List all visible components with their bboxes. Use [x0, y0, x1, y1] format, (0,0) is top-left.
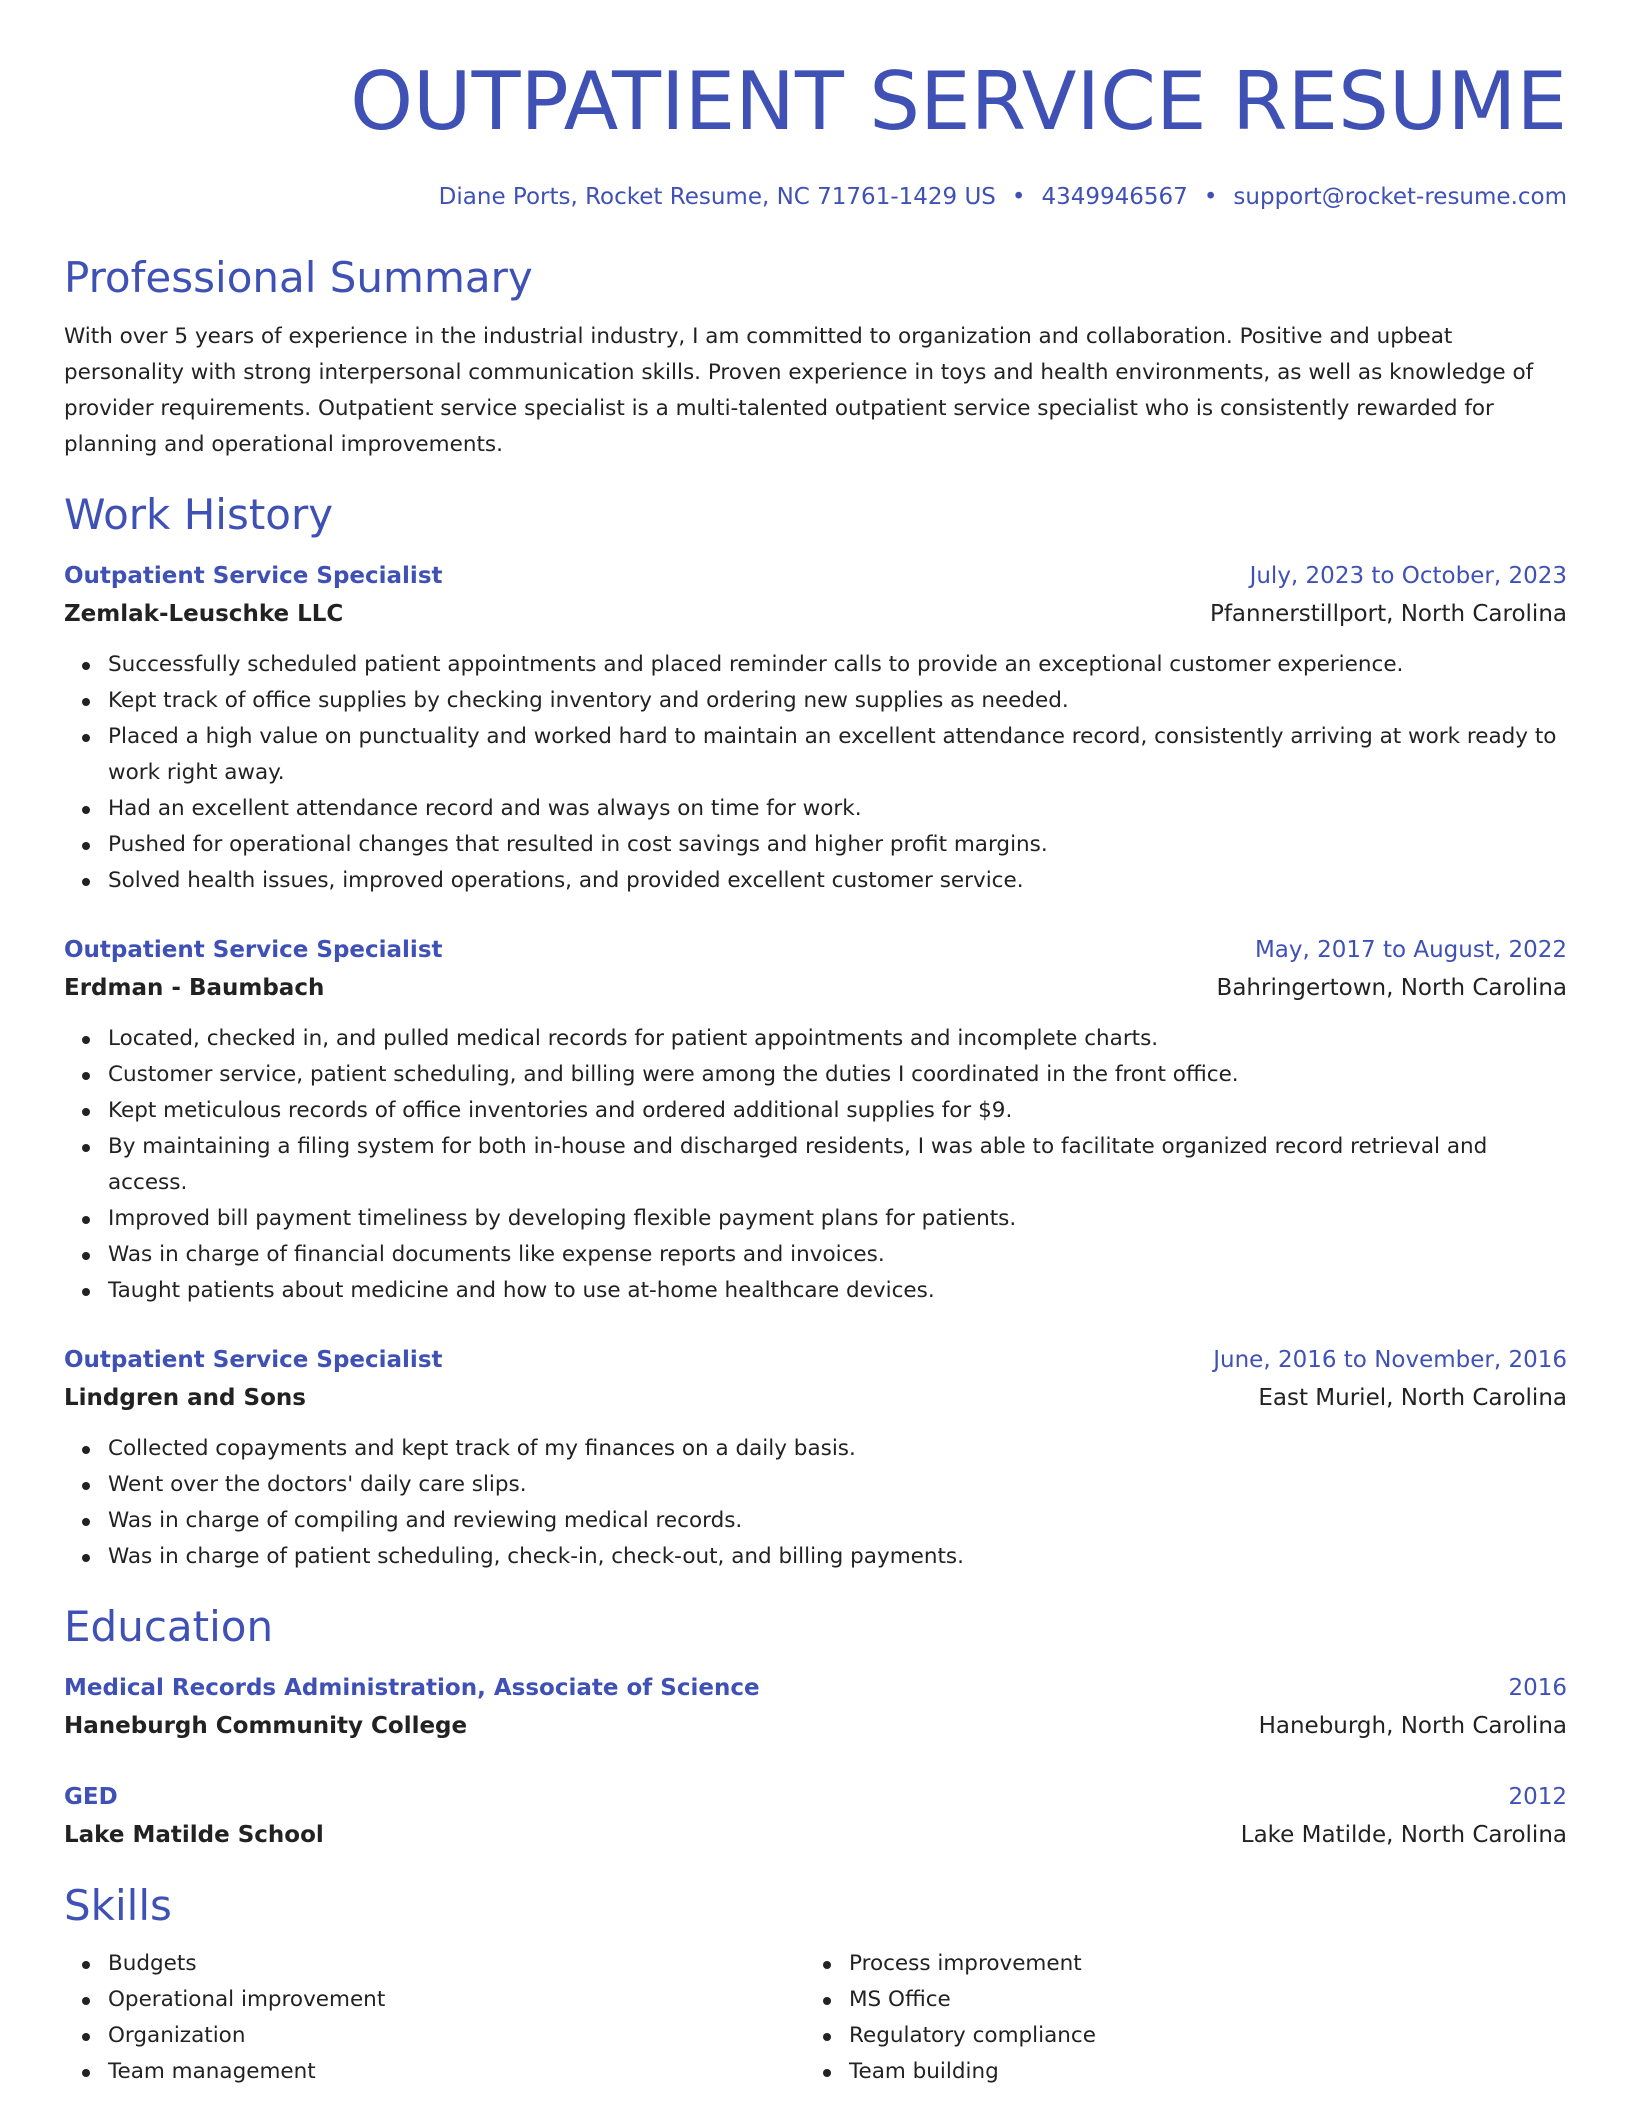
contact-separator: • — [1203, 184, 1218, 210]
skill-item: Budgets — [108, 1946, 805, 1982]
school-row — [64, 1816, 1567, 1854]
job-entry — [64, 931, 1567, 1309]
job-company: Lindgren and Sons — [64, 1385, 306, 1411]
skill-item: Regulatory compliance — [849, 2018, 1546, 2054]
skills-grid — [64, 1946, 1567, 2090]
job-bullets — [64, 1021, 1567, 1309]
contact-phone: 4349946567 — [1041, 184, 1188, 210]
skills-column-left — [64, 1946, 805, 2090]
job-company: Zemlak-Leuschke LLC — [64, 601, 344, 627]
job-title-row — [64, 931, 1567, 969]
skills-column-right — [805, 1946, 1546, 2090]
summary-text: With over 5 years of experience in the industrial industry, I am committed to organization and collaboration. Positive and upbeat personality with strong interpersonal communication skills. Proven experience in toys and health environments, as well as knowledge of provider requirements. Outpatient service specialist is a multi-talented outpatient service specialist who is consistently rewarded for planning and operational improvements. — [64, 324, 1534, 457]
resume-page — [64, 0, 1567, 2090]
school-name: Lake Matilde School — [64, 1822, 324, 1848]
job-bullet: Was in charge of financial documents like expense reports and invoices. — [108, 1237, 1567, 1273]
degree-year: 2012 — [1508, 1784, 1567, 1810]
job-bullet: Solved health issues, improved operations, and provided excellent customer service. — [108, 863, 1567, 899]
job-company-row — [64, 1379, 1567, 1417]
skill-item: MS Office — [849, 1982, 1546, 2018]
contact-email[interactable]: support@rocket-resume.com — [1233, 184, 1567, 210]
job-bullet: Had an excellent attendance record and was always on time for work. — [108, 791, 1567, 827]
degree-year: 2016 — [1508, 1675, 1567, 1701]
job-company-row — [64, 595, 1567, 633]
skills-heading: Skills — [64, 1881, 172, 1930]
degree-title: Medical Records Administration, Associate of Science — [64, 1675, 760, 1701]
job-bullet: Went over the doctors' daily care slips. — [108, 1467, 1567, 1503]
job-location: Bahringertown, North Carolina — [1216, 975, 1567, 1001]
skill-item: Operational improvement — [108, 1982, 805, 2018]
job-title: Outpatient Service Specialist — [64, 937, 443, 963]
job-entry — [64, 1341, 1567, 1575]
job-company: Erdman - Baumbach — [64, 975, 325, 1001]
school-row — [64, 1707, 1567, 1745]
education-entry — [64, 1778, 1567, 1854]
job-title: Outpatient Service Specialist — [64, 563, 443, 589]
job-title-row — [64, 1341, 1567, 1379]
degree-row — [64, 1669, 1567, 1707]
job-bullet: Improved bill payment timeliness by developing flexible payment plans for patients. — [108, 1201, 1567, 1237]
contact-address: Diane Ports, Rocket Resume, NC 71761-1429 US — [438, 184, 996, 210]
education-heading: Education — [64, 1602, 274, 1651]
job-dates: June, 2016 to November, 2016 — [1213, 1347, 1567, 1373]
skill-item: Process improvement — [849, 1946, 1546, 1982]
job-entry — [64, 557, 1567, 899]
job-dates: May, 2017 to August, 2022 — [1254, 937, 1567, 963]
contact-separator: • — [1011, 184, 1026, 210]
degree-row — [64, 1778, 1567, 1816]
skill-item: Team building — [849, 2054, 1546, 2090]
job-bullet: Was in charge of compiling and reviewing medical records. — [108, 1503, 1567, 1539]
education-entry — [64, 1669, 1567, 1745]
job-company-row — [64, 969, 1567, 1007]
school-name: Haneburgh Community College — [64, 1713, 468, 1739]
school-location: Lake Matilde, North Carolina — [1240, 1822, 1567, 1848]
work-history-heading: Work History — [64, 490, 334, 539]
job-bullet: Collected copayments and kept track of my finances on a daily basis. — [108, 1431, 1567, 1467]
skill-item: Team management — [108, 2054, 805, 2090]
job-title-row — [64, 557, 1567, 595]
job-bullets — [64, 1431, 1567, 1575]
job-bullet: Taught patients about medicine and how to use at-home healthcare devices. — [108, 1273, 1567, 1309]
job-bullet: Located, checked in, and pulled medical records for patient appointments and incomplete charts. — [108, 1021, 1567, 1057]
job-bullets — [64, 647, 1567, 899]
job-bullet: By maintaining a filing system for both in-house and discharged residents, I was able to facilitate organized record retrieval and access. — [108, 1129, 1567, 1201]
summary-heading: Professional Summary — [64, 253, 533, 302]
degree-title: GED — [64, 1784, 118, 1810]
job-bullet: Kept track of office supplies by checking inventory and ordering new supplies as needed. — [108, 683, 1567, 719]
job-bullet: Customer service, patient scheduling, and billing were among the duties I coordinated in the front office. — [108, 1057, 1567, 1093]
resume-title: OUTPATIENT SERVICE RESUME — [350, 55, 1567, 148]
job-location: Pfannerstillport, North Carolina — [1209, 601, 1567, 627]
job-bullet: Successfully scheduled patient appointments and placed reminder calls to provide an exceptional customer experience. — [108, 647, 1567, 683]
job-dates: July, 2023 to October, 2023 — [1249, 563, 1567, 589]
job-location: East Muriel, North Carolina — [1258, 1385, 1567, 1411]
job-bullet: Kept meticulous records of office inventories and ordered additional supplies for $9. — [108, 1093, 1567, 1129]
contact-line — [64, 181, 1567, 213]
job-bullet: Was in charge of patient scheduling, check-in, check-out, and billing payments. — [108, 1539, 1567, 1575]
job-title: Outpatient Service Specialist — [64, 1347, 443, 1373]
job-bullet: Pushed for operational changes that resulted in cost savings and higher profit margins. — [108, 827, 1567, 863]
school-location: Haneburgh, North Carolina — [1258, 1713, 1567, 1739]
job-bullet: Placed a high value on punctuality and worked hard to maintain an excellent attendance record, consistently arriving at work ready to work right away. — [108, 719, 1567, 791]
skill-item: Organization — [108, 2018, 805, 2054]
